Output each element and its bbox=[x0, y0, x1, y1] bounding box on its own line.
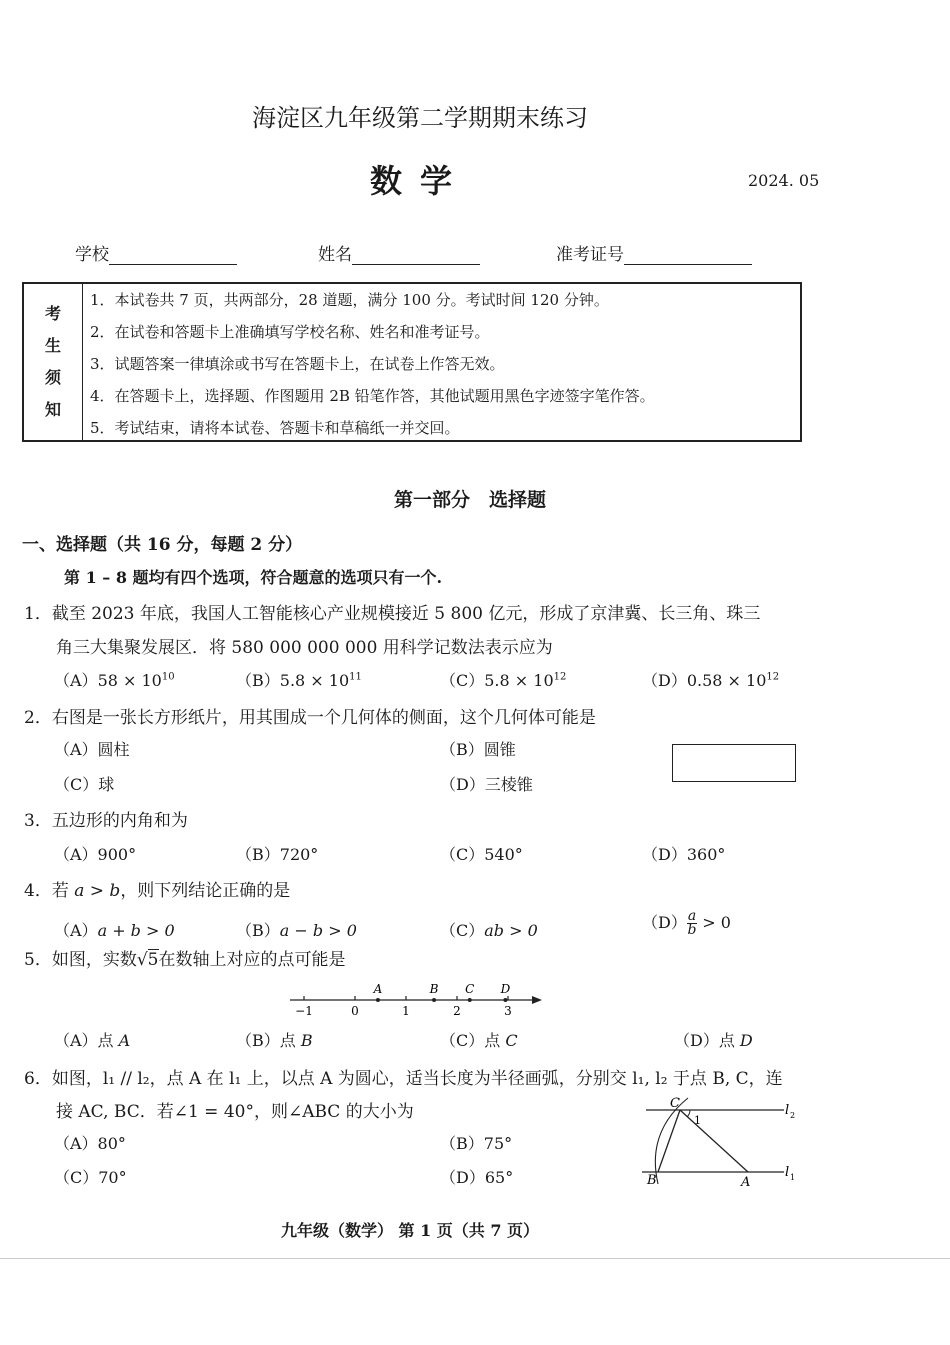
exam-id-label: 准考证号 bbox=[556, 245, 624, 265]
number-line-tick-label: 1 bbox=[402, 1004, 410, 1018]
rectangle-paper-figure bbox=[672, 744, 796, 782]
label-l1: l bbox=[785, 1165, 790, 1180]
q3-line1: 3．五边形的内角和为 bbox=[24, 811, 188, 831]
number-line-point-label: C bbox=[465, 982, 475, 996]
label-a: A bbox=[741, 1175, 751, 1190]
notice-item: 1．本试卷共 7 页，共两部分，28 道题，满分 100 分。考试时间 120 分钟。 bbox=[90, 291, 609, 309]
notice-item: 2．在试卷和答题卡上准确填写学校名称、姓名和准考证号。 bbox=[90, 323, 490, 341]
q6-option-b[interactable]: （B）75° bbox=[440, 1134, 513, 1153]
number-line-tick-label: 0 bbox=[351, 1004, 359, 1018]
school-label: 学校 bbox=[75, 245, 109, 265]
number-line-point bbox=[468, 998, 472, 1002]
q5-option-a[interactable]: （A）点 A bbox=[54, 1031, 131, 1050]
q6-line1: 6．如图，l₁ // l₂，点 A 在 l₁ 上，以点 A 为圆心，适当长度为半径画弧，分别交 l₁, l₂ 于点 B, C，连 bbox=[24, 1069, 783, 1089]
q4-line1: 4．若 a > b，则下列结论正确的是 bbox=[24, 881, 291, 901]
q2-option-b[interactable]: （B）圆锥 bbox=[440, 740, 516, 759]
q2-option-c[interactable]: （C）球 bbox=[54, 775, 115, 794]
label-c: C bbox=[670, 1096, 680, 1111]
name-blank[interactable] bbox=[352, 246, 480, 265]
label-l2-sub: 2 bbox=[790, 1111, 796, 1120]
notice-char: 知 bbox=[44, 400, 61, 419]
number-line-tick-label: −1 bbox=[295, 1004, 313, 1018]
exam-id-blank[interactable] bbox=[624, 246, 752, 265]
name-field[interactable] bbox=[318, 240, 480, 265]
notice-item: 4．在答题卡上，选择题、作图题用 2B 铅笔作答，其他试题用黑色字迹签字笔作答。 bbox=[90, 387, 655, 405]
segment-bc bbox=[658, 1110, 680, 1172]
q4-option-d[interactable]: （D） $\frac{a}{b}$ > 0 bbox=[642, 908, 731, 938]
segment-ac bbox=[680, 1110, 748, 1172]
number-line-point bbox=[432, 998, 436, 1002]
q2-option-a[interactable]: （A）圆柱 bbox=[54, 740, 130, 759]
exam-id-field[interactable] bbox=[556, 240, 752, 265]
angle-1-mark bbox=[687, 1110, 690, 1117]
q1-option-d[interactable]: $(D)0.58 \times 10^{12}$ bbox=[642, 671, 780, 690]
name-label: 姓名 bbox=[318, 245, 352, 265]
sqrt-sign: √ bbox=[136, 950, 148, 970]
fraction-a-over-b: $\frac{a}{b}$ bbox=[687, 908, 697, 938]
notice-box bbox=[22, 282, 802, 442]
section-title: 一、选择题（共 16 分，每题 2 分） bbox=[22, 535, 303, 555]
subject-title: 数学 bbox=[369, 162, 470, 200]
label-b: B bbox=[647, 1173, 657, 1188]
number-line-point-label: D bbox=[500, 982, 511, 996]
number-line-tick-label: 2 bbox=[453, 1004, 461, 1018]
q3-option-b[interactable]: （B）720° bbox=[236, 845, 319, 864]
number-line-point-label: A bbox=[373, 982, 383, 996]
page-bottom-rule bbox=[0, 1258, 950, 1259]
label-angle-1: 1 bbox=[694, 1114, 701, 1127]
notice-side-label bbox=[24, 284, 83, 440]
q5-line1: 5．如图，实数√5在数轴上对应的点可能是 bbox=[24, 950, 346, 970]
label-l1-sub: 1 bbox=[790, 1173, 796, 1182]
number-line-arrow bbox=[532, 996, 542, 1004]
notice-char: 生 bbox=[44, 336, 61, 355]
q5-option-b[interactable]: （B）点 B bbox=[236, 1031, 313, 1050]
q1-option-c[interactable]: $(C)5.8 \times 10^{12}$ bbox=[440, 671, 567, 690]
q5-option-d[interactable]: （D）点 D bbox=[674, 1031, 753, 1050]
q4-option-b[interactable]: （B）a − b > 0 bbox=[236, 921, 357, 940]
number-line-point bbox=[503, 998, 507, 1002]
page-footer: 九年级（数学） 第 1 页（共 7 页） bbox=[280, 1221, 540, 1240]
notice-list bbox=[90, 288, 655, 448]
q3-option-d[interactable]: （D）360° bbox=[642, 845, 726, 864]
q3-option-a[interactable]: （A）900° bbox=[54, 845, 137, 864]
q6-option-a[interactable]: （A）80° bbox=[54, 1134, 126, 1153]
school-field[interactable] bbox=[75, 240, 237, 265]
q1-option-a[interactable]: $(A)58 \times 10^{10}$ bbox=[54, 671, 175, 690]
q2-line1: 2．右图是一张长方形纸片，用其围成一个几何体的侧面，这个几何体可能是 bbox=[24, 708, 596, 728]
number-line-point bbox=[376, 998, 380, 1002]
q3-option-c[interactable]: （C）540° bbox=[440, 845, 523, 864]
section-instruction: 第 1 – 8 题均有四个选项，符合题意的选项只有一个. bbox=[64, 568, 443, 587]
number-line-tick-label: 3 bbox=[504, 1004, 512, 1018]
q2-option-d[interactable]: （D）三棱锥 bbox=[440, 775, 533, 794]
sqrt-radicand: 5 bbox=[147, 950, 159, 970]
school-blank[interactable] bbox=[109, 246, 237, 265]
number-line-point-label: B bbox=[429, 982, 439, 996]
notice-item: 5．考试结束，请将本试卷、答题卡和草稿纸一并交回。 bbox=[90, 419, 460, 437]
exam-title: 海淀区九年级第二学期期末练习 bbox=[252, 104, 588, 132]
part-title: 第一部分 选择题 bbox=[393, 489, 546, 511]
q1-line1: 1．截至 2023 年底，我国人工智能核心产业规模接近 5 800 亿元，形成了京津冀、长三角、珠三 bbox=[24, 604, 761, 624]
q1-line2: 角三大集聚发展区．将 580 000 000 000 用科学记数法表示应为 bbox=[56, 638, 553, 658]
notice-char: 考 bbox=[44, 304, 61, 323]
q4-option-a[interactable]: （A）a + b > 0 bbox=[54, 921, 175, 940]
parallel-lines-figure bbox=[636, 1092, 801, 1190]
q6-option-c[interactable]: （C）70° bbox=[54, 1168, 127, 1187]
q6-line2: 接 AC, BC．若∠1 = 40°，则∠ABC 的大小为 bbox=[56, 1102, 414, 1122]
number-line-figure bbox=[280, 978, 550, 1022]
notice-char: 须 bbox=[44, 368, 61, 387]
q5-option-c[interactable]: （C）点 C bbox=[440, 1031, 518, 1050]
exam-date: 2024. 05 bbox=[748, 171, 820, 190]
notice-item: 3．试题答案一律填涂或书写在答题卡上，在试卷上作答无效。 bbox=[90, 355, 505, 373]
q4-option-c[interactable]: （C）ab > 0 bbox=[440, 921, 538, 940]
label-l2: l bbox=[785, 1103, 790, 1118]
q1-option-b[interactable]: $(B)5.8 \times 10^{11}$ bbox=[236, 671, 362, 690]
q6-option-d[interactable]: （D）65° bbox=[440, 1168, 514, 1187]
